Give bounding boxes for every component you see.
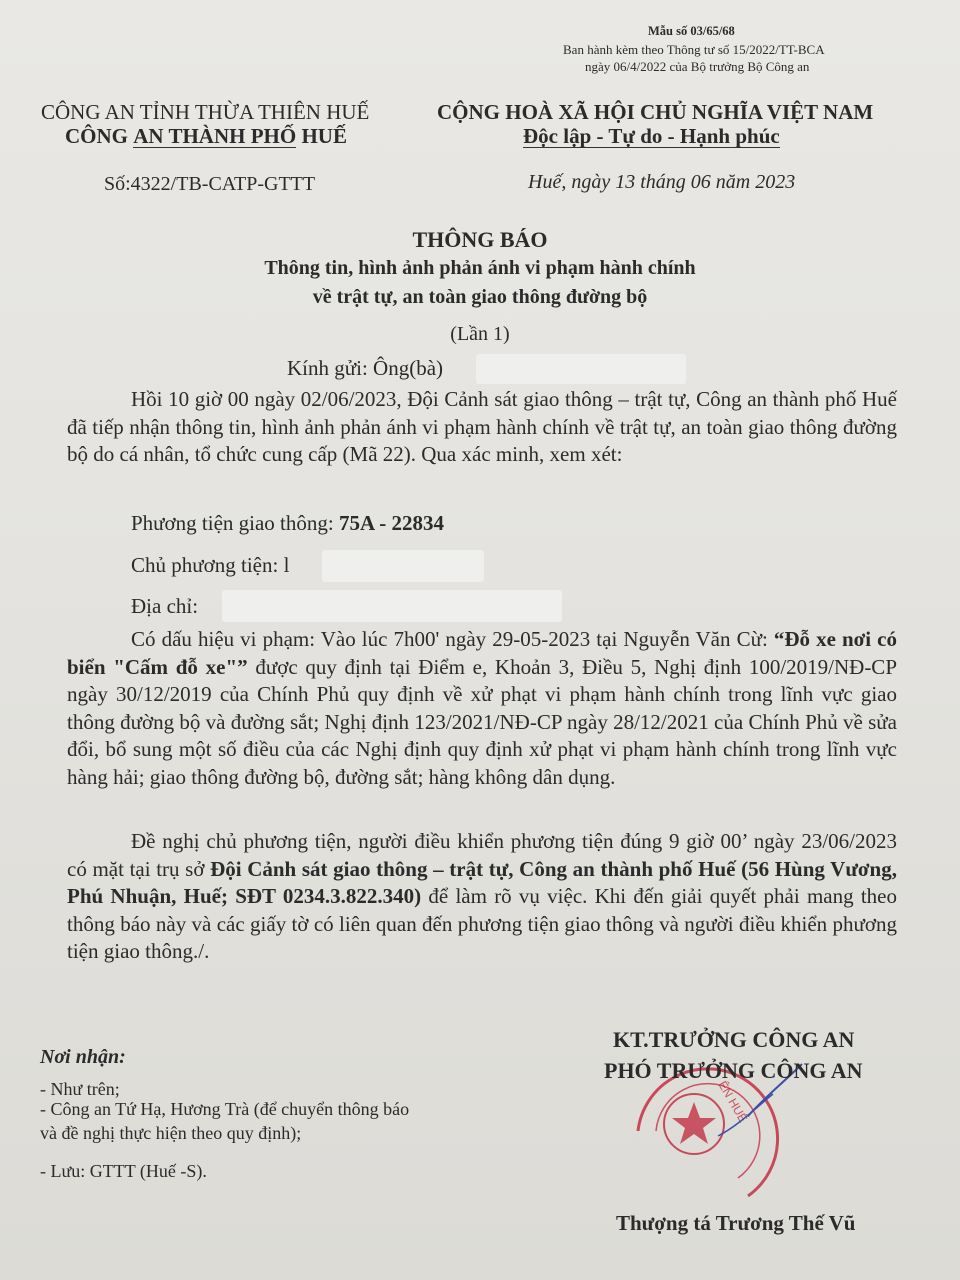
request-office: Đội Cảnh sát giao thông – trật tự, Công an thành phố Huế (56 Hùng Vương, Phú Nhuận, Huế; SĐT 0234.3.822.340) xyxy=(67,856,897,908)
document-subtitle-line2: về trật tự, an toàn giao thông đường bộ xyxy=(312,286,648,308)
recipient-item: - Như trên; xyxy=(40,1079,120,1099)
paragraph-received-text: Hồi 10 giờ 00 ngày 02/06/2023, Đội Cảnh sát giao thông – trật tự, Công an thành phố Huế đã tiếp nhận thông tin, hình ảnh phản ánh vi phạm hành chính về trật tự, an toàn giao thông đường bộ do cá nhân, tổ chức cung cấp (Mã 22). Qua xác minh, xem xét: xyxy=(67,387,897,466)
redacted-owner xyxy=(322,550,484,582)
document-subtitle-line1: Thông tin, hình ảnh phản ánh vi phạm hành chính xyxy=(264,257,696,279)
owner-field xyxy=(131,553,289,578)
violation-description: “Đỗ xe nơi có biển "Cấm đỗ xe"” xyxy=(67,627,897,679)
agency-name xyxy=(65,124,347,149)
date-line: Huế, ngày 13 tháng 06 năm 2023 xyxy=(528,171,796,193)
owner-value: l xyxy=(283,553,290,577)
agency-name-post: HUẾ xyxy=(296,124,347,148)
recipient-item: và đề nghị thực hiện theo quy định); xyxy=(40,1123,302,1143)
national-motto: Độc lập - Tự do - Hạnh phúc xyxy=(523,124,780,148)
request-lead: Đề nghị chủ phương tiện, người điều khiển phương tiện đúng 9 giờ 00’ ngày 23/06/2023 có mặt tại trụ sở xyxy=(67,829,897,881)
seal-lettering: ÊN HUẾ xyxy=(715,1078,751,1125)
agency-parent: CÔNG AN TỈNH THỪA THIÊN HUẾ xyxy=(41,100,370,124)
document-number: Số:4322/TB-CATP-GTTT xyxy=(104,173,316,195)
agency-name-underlined: AN THÀNH PHỐ xyxy=(133,124,297,148)
form-issued-line: Ban hành kèm theo Thông tư số 15/2022/TT-BCA xyxy=(563,42,825,57)
owner-label: Chủ phương tiện: xyxy=(131,553,284,577)
redacted-addressee xyxy=(476,354,686,384)
document-title: THÔNG BÁO xyxy=(412,227,548,252)
signature-title-line2: PHÓ TRƯỞNG CÔNG AN xyxy=(604,1058,863,1083)
violation-legal-basis: được quy định tại Điểm e, Khoản 3, Điều 5, Nghị định 100/2019/NĐ-CP ngày 30/12/2019 của Chính Phủ quy định về xử phạt vi phạm hành chính trong lĩnh vực giao thông đường bộ và đường sắt; Nghị định 123/2021/NĐ-CP ngày 28/12/2021 của Chính Phủ về sửa đổi, bổ sung một số điều của các Nghị định quy định xử phạt vi phạm hành chính trong lĩnh vực hàng hải; giao thông đường bộ, đường sắt; hàng không dân dụng. xyxy=(67,654,897,789)
country-name: CỘNG HOÀ XÃ HỘI CHỦ NGHĨA VIỆT NAM xyxy=(437,100,874,124)
form-number: Mẫu số 03/65/68 xyxy=(648,24,735,38)
redacted-address xyxy=(222,590,562,622)
paragraph-received xyxy=(67,386,897,469)
notice-round: (Lần 1) xyxy=(450,323,510,345)
signature-title-line1: KT.TRƯỞNG CÔNG AN xyxy=(613,1027,855,1052)
vehicle-plate: 75A - 22834 xyxy=(338,511,444,535)
addressee-label: Kính gửi: Ông(bà) xyxy=(287,356,444,380)
recipient-item: - Công an Tứ Hạ, Hương Trà (để chuyển thông báo xyxy=(40,1099,410,1119)
recipients-title: Nơi nhận: xyxy=(40,1046,126,1068)
paragraph-violation xyxy=(67,626,897,791)
vehicle-label: Phương tiện giao thông: xyxy=(131,511,339,535)
vehicle-field xyxy=(131,511,444,536)
signer-name: Thượng tá Trương Thế Vũ xyxy=(616,1211,856,1235)
address-label: Địa chỉ: xyxy=(131,594,199,618)
recipient-item: - Lưu: GTTT (Huế -S). xyxy=(40,1161,207,1181)
agency-name-pre: CÔNG xyxy=(65,124,134,148)
violation-lead: Có dấu hiệu vi phạm: Vào lúc 7h00' ngày 29-05-2023 tại Nguyễn Văn Cừ: xyxy=(131,627,774,651)
paragraph-request xyxy=(67,828,897,966)
address-field xyxy=(131,594,198,619)
form-date-line: ngày 06/4/2022 của Bộ trưởng Bộ Công an xyxy=(585,59,810,74)
request-rest: để làm rõ vụ việc. Khi đến giải quyết phải mang theo thông báo này và các giấy tờ có liên quan đến phương tiện giao thông và người điều khiển phương tiện giao thông./. xyxy=(67,884,898,963)
